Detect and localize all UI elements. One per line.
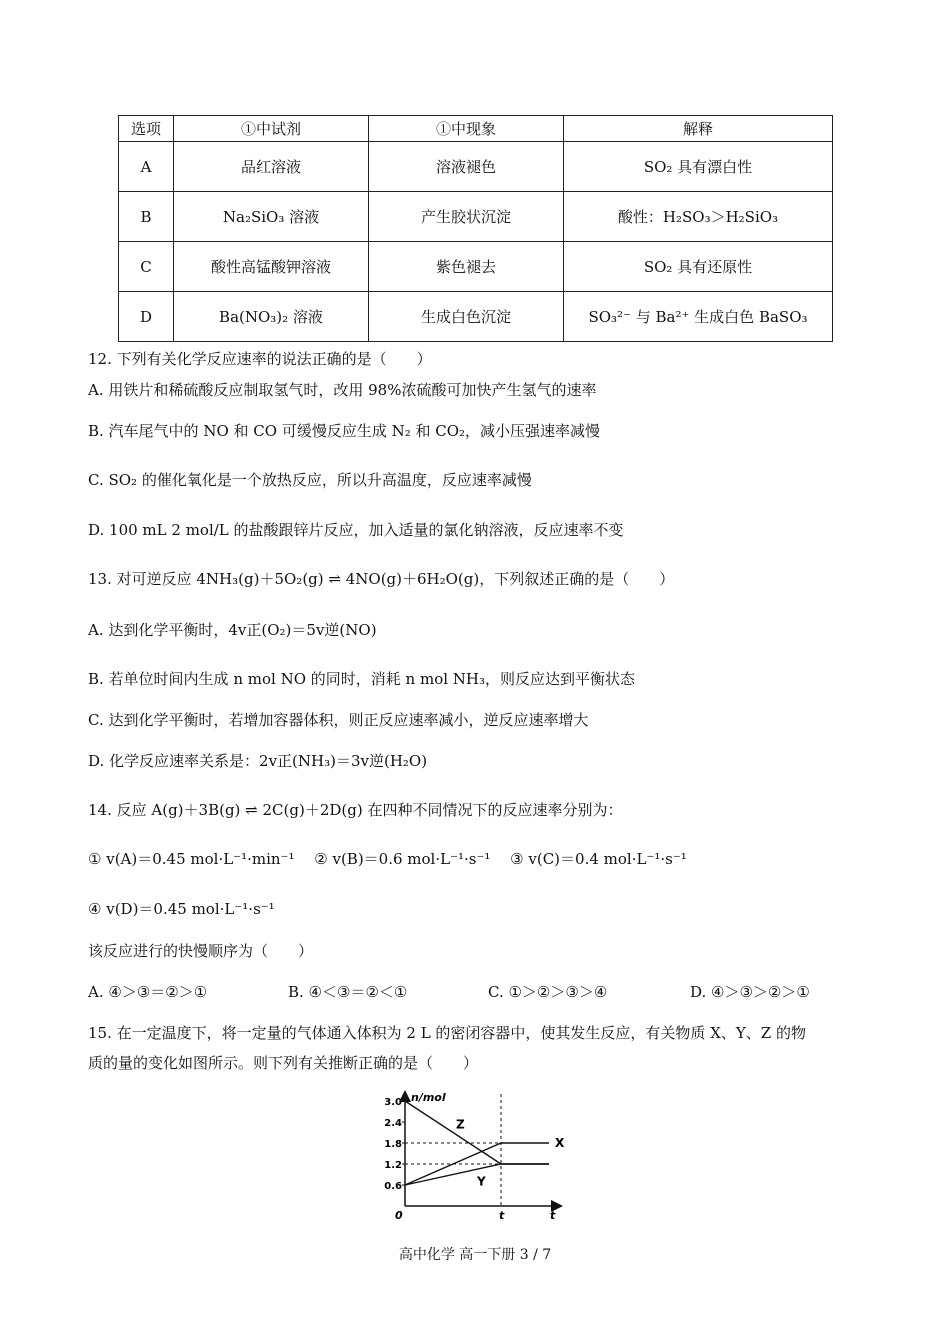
t-marker-label: t xyxy=(499,1209,505,1222)
page-footer: 高中化学 高一下册 3 / 7 xyxy=(398,1247,552,1263)
q14-rates-line2: ④ v(D)＝0.45 mol·L⁻¹·s⁻¹ xyxy=(88,900,275,918)
row-explanation: 酸性：H₂SO₃＞H₂SiO₃ xyxy=(564,192,833,242)
q12-stem: 12. 下列有关化学反应速率的说法正确的是（ ） xyxy=(88,350,432,368)
q12-option-c: C. SO₂ 的催化氧化是一个放热反应，所以升高温度，反应速率减慢 xyxy=(88,471,532,489)
q12-option-b: B. 汽车尾气中的 NO 和 CO 可缓慢反应生成 N₂ 和 CO₂，减小压强速率减慢 xyxy=(88,422,601,440)
q13-option-d: D. 化学反应速率关系是：2v正(NH₃)＝3v逆(H₂O) xyxy=(88,752,428,770)
y-tick-label: 1.8 xyxy=(384,1139,402,1150)
q14-choices xyxy=(88,981,810,1003)
row-reagent: 品红溶液 xyxy=(174,142,369,192)
q13-option-c: C. 达到化学平衡时，若增加容器体积，则正反应速率减小，逆反应速率增大 xyxy=(88,711,589,729)
y-tick-label: 3.0 xyxy=(384,1097,402,1108)
amount-time-chart xyxy=(375,1085,575,1225)
q14-question: 该反应进行的快慢顺序为（ ） xyxy=(88,942,314,960)
row-phenomenon: 溶液褪色 xyxy=(369,142,564,192)
header-reagent: ①中试剂 xyxy=(174,116,369,142)
series-z-line xyxy=(405,1101,549,1164)
y-axis-label: n/mol xyxy=(411,1091,446,1104)
row-explanation: SO₂ 具有漂白性 xyxy=(564,142,833,192)
q14-option-a: A. ④＞③＝②＞① xyxy=(88,983,208,1001)
row-option: B xyxy=(119,192,174,242)
q14-rates-line1: ① v(A)＝0.45 mol·L⁻¹·min⁻¹ ② v(B)＝0.6 mol·L⁻¹·s⁻¹ ③ v(C)＝0.4 mol·L⁻¹·s⁻¹ xyxy=(88,850,687,868)
q15-stem-line1: 15. 在一定温度下，将一定量的气体通入体积为 2 L 的密闭容器中，使其发生反应，有关物质 X、Y、Z 的物 xyxy=(88,1024,806,1042)
header-phenomenon: ①中现象 xyxy=(369,116,564,142)
row-option: D xyxy=(119,292,174,342)
row-phenomenon: 产生胶状沉淀 xyxy=(369,192,564,242)
table-row xyxy=(119,242,833,292)
q13-stem: 13. 对可逆反应 4NH₃(g)＋5O₂(g) ⇌ 4NO(g)＋6H₂O(g)，下列叙述正确的是（ ） xyxy=(88,570,675,588)
table-row xyxy=(119,192,833,242)
q12-option-a: A. 用铁片和稀硫酸反应制取氢气时，改用 98%浓硫酸可加快产生氢气的速率 xyxy=(88,381,597,399)
header-option: 选项 xyxy=(119,116,174,142)
series-z-label: Z xyxy=(456,1117,465,1132)
row-phenomenon: 紫色褪去 xyxy=(369,242,564,292)
q14-stem: 14. 反应 A(g)＋3B(g) ⇌ 2C(g)＋2D(g) 在四种不同情况下的反应速率分别为： xyxy=(88,801,623,819)
header-explanation: 解释 xyxy=(564,116,833,142)
y-tick-label: 2.4 xyxy=(384,1118,402,1129)
row-reagent: 酸性高锰酸钾溶液 xyxy=(174,242,369,292)
q13-option-a: A. 达到化学平衡时，4v正(O₂)＝5v逆(NO) xyxy=(88,621,377,639)
q14-option-b: B. ④＜③＝②＜① xyxy=(288,983,408,1001)
row-option: A xyxy=(119,142,174,192)
q12-option-d: D. 100 mL 2 mol/L 的盐酸跟锌片反应，加入适量的氯化钠溶液，反应速率不变 xyxy=(88,521,624,539)
row-reagent: Na₂SiO₃ 溶液 xyxy=(174,192,369,242)
options-table xyxy=(118,115,833,342)
series-y-label: Y xyxy=(477,1174,486,1189)
x-axis-label: t xyxy=(550,1209,556,1222)
q13-option-b: B. 若单位时间内生成 n mol NO 的同时，消耗 n mol NH₃，则反应达到平衡状态 xyxy=(88,670,636,688)
table-header-row xyxy=(119,116,833,142)
q14-option-c: C. ①＞②＞③＞④ xyxy=(488,983,608,1001)
series-x-label: X xyxy=(555,1136,565,1150)
row-phenomenon: 生成白色沉淀 xyxy=(369,292,564,342)
row-explanation: SO₃²⁻ 与 Ba²⁺ 生成白色 BaSO₃ xyxy=(564,292,833,342)
origin-label: 0 xyxy=(395,1209,403,1222)
q15-stem-line2: 质的量的变化如图所示。则下列有关推断正确的是（ ） xyxy=(88,1054,479,1072)
y-tick-label: 1.2 xyxy=(384,1160,402,1171)
table-row xyxy=(119,142,833,192)
q14-option-d: D. ④＞③＞②＞① xyxy=(690,983,810,1001)
table-row xyxy=(119,292,833,342)
y-tick-label: 0.6 xyxy=(384,1181,402,1192)
row-reagent: Ba(NO₃)₂ 溶液 xyxy=(174,292,369,342)
row-explanation: SO₂ 具有还原性 xyxy=(564,242,833,292)
row-option: C xyxy=(119,242,174,292)
